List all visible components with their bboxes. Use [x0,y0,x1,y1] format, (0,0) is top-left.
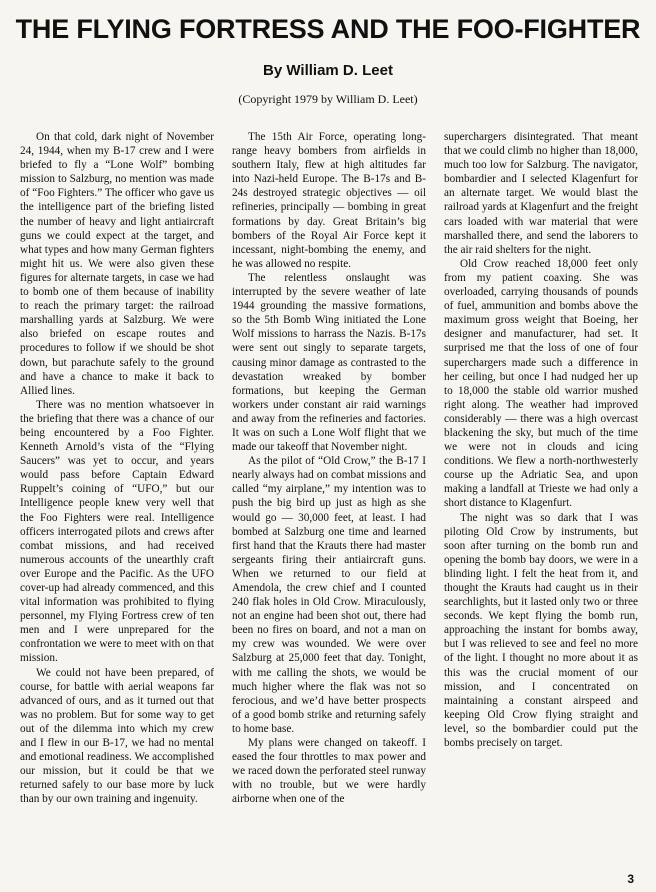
paragraph: On that cold, dark night of November 24, 1944, when my B-17 crew and I were briefed to fly a “Lone Wolf” bombing mission to Salzburg, no mention was made of “Foo Fighters.” The officer who gave us the intelligence part of the briefing listed the number of heavy and light antiaircraft guns we could expect at the target, and what types and how many German fighters might hit us. We were also given these figures for alternate targets, in case we had to bomb one of them because of inability to reach the primary target: the railroad marshalling yards at Salzburg. We were also briefed on escape routes and procedures to follow if we should be shot down, but parachute safely to the ground and have a chance to make it back to Allied lines. [20,131,214,397]
copyright-notice: (Copyright 1979 by William D. Leet) [238,92,418,106]
paragraph: My plans were changed on takeoff. I eased the four throttles to max power and we raced down the perforated steel runway with no trouble, but we were hardly airborne when one of the [232,737,426,806]
article-byline: By William D. Leet [263,62,393,79]
column-2 [232,130,426,875]
article-title: THE FLYING FORTRESS AND THE FOO-FIGHTER [15,14,641,44]
paragraph: The night was so dark that I was piloting Old Crow by instruments, but soon after turning on the bomb run and opening the bomb bay doors, we were in a blinding light. I felt the heat from it, and thought the Krauts had caught us in their searchlights, but it lasted only two or three seconds. We kept flying the bomb run, approaching the instant for bombs away, but I was relieved to see and feel no more of the light. I thought no more about it as this was the crucial moment of our mission, and I concentrated on maintaining a constant airspeed and keeping Old Crow flying straight and level, so the bombardier could put the bombs precisely on target. [444,511,638,750]
paragraph: As the pilot of “Old Crow,” the B-17 I nearly always had on combat missions and called “my airplane,” my intention was to push the big bird up just as high as she would go — 30,000 feet, at least. I had bombed at Salzburg one time and learned first hand that the Krauts there had master sergeants firing their antiaircraft guns. When we returned to our field at Amendola, the crew chief and I counted 240 flak holes in Old Crow. Miraculously, not an engine had been shot out, there had been no fires on board, and not a man on my crew was wounded. We were over Salzburg at 25,000 feet that day. Tonight, with me calling the shots, we would be much higher where the flak was not so ferocious, and we’d have better prospects of a good bomb strike and returning safely to home base. [232,455,426,735]
article-body [20,130,638,875]
page-number: 3 [627,872,634,886]
paragraph-continued: superchargers disintegrated. That meant that we could climb no higher than 18,000, much too low for Salzburg. The navigator, bombardier and I selected Klagenfurt for an alternate target. We would blast the railroad yards at Klagenfurt and the freight cars loaded with war material that were marshalled there, and send the laborers to the air raid shelters for the night. [444,131,638,256]
paragraph: The 15th Air Force, operating long-range heavy bombers from airfields in southern Italy, flew at high altitudes far into Nazi-held Europe. The B-17s and B-24s destroyed strategic objectives — oil refineries, principally — bombing in great formations by day. Great Britain’s big bombers of the Royal Air Force kept it incessant, night-bombing the enemy, and he was allowed no respite. [232,131,426,270]
paragraph: The relentless onslaught was interrupted by the severe weather of late 1944 grounding the massive formations, so the 5th Bomb Wing initiated the Lone Wolf missions to harrass the Nazis. B-17s were sent out singly to separate targets, causing minor damage as contrasted to the devastation wreaked by bomber formations, but keeping the German workers under constant air raid warnings and away from the refineries and factories. It was on such a Lone Wolf flight that we made our takeoff that November night. [232,271,426,454]
column-1 [20,130,214,875]
paragraph: We could not have been prepared, of course, for battle with aerial weapons far advanced of ours, and as it turned out that was no problem. But for some way to get out of the dilemma into which my crew and I flew in our B-17, we had no mental and emotional readiness. We accomplished our mission, but it could be that we returned safely to our base more by luck than by our own training and ingenuity. [20,666,214,806]
paragraph: Old Crow reached 18,000 feet only from my patient coaxing. She was overloaded, carrying thousands of pounds of fuel, ammunition and bombs above the maximum gross weight that Boeing, her designer and manufacturer, had set. It surprised me that the loss of one of four superchargers made such a difference in her ceiling, but once I had nudged her up to 18,000 the stable old warrior mushed right along. The weather had improved considerably — there was a high overcast blackening the sky, but much of the time we were not in clouds and icing conditions. We flew a north-northwesterly course up the Adriatic Sea, and upon making a landfall at Trieste we had only a short distance to Klagenfurt. [444,257,638,510]
column-3 [444,130,638,875]
paragraph: There was no mention whatsoever in the briefing that there was a chance of our being encountered by a Foo Fighter. Kenneth Arnold’s vista of the “Flying Saucers” was yet to occur, and years would pass before Captain Edward Ruppelt’s coining of “UFO,” but our Intelligence people knew very well that the Foo Fighters were real. Intelligence officers interrogated pilots and crews after combat missions, and had received numerous accounts of the unearthly craft over Europe and the Pacific. As the UFO cover-up had already commenced, and this vital information was prohibited to flying personnel, my Flying Fortress crew of ten men and I were unprepared for the confrontation we were to meet with on that mission. [20,398,214,665]
